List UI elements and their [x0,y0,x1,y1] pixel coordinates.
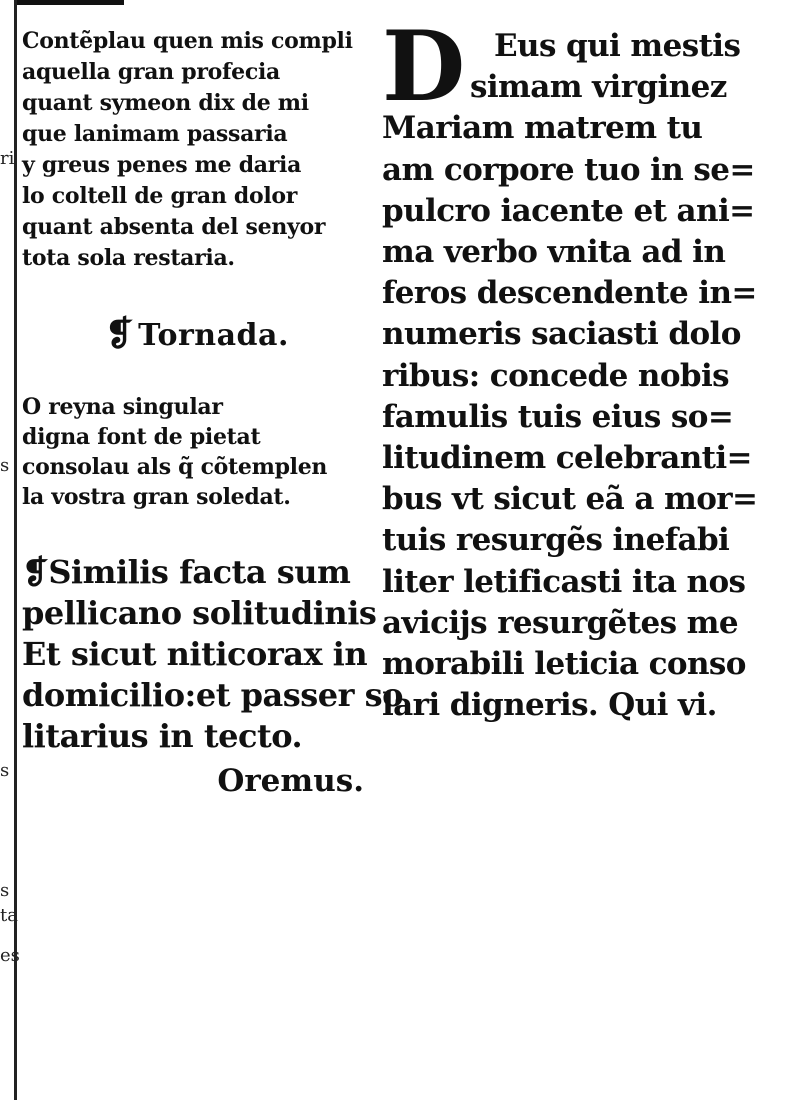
section-heading [22,314,372,354]
oremus-heading: Oremus. [217,763,364,799]
page-edge-top [14,0,124,5]
prayer-line: famulis tuis eius so= [382,398,734,435]
psalm-line: litarius in tecto. [22,717,303,755]
verse-line: quant symeon dix de mi [22,90,309,116]
pilcrow-icon: ❡ [22,553,49,591]
margin-mark: ri [0,148,15,169]
prayer-line: litudinem celebranti= [382,440,752,477]
psalm-line: pellicano solitudinis [22,594,377,632]
prayer-line: ribus: concede nobis [382,357,730,394]
prayer-line: Mariam matrem tu [382,110,703,147]
margin-mark: ta [0,905,18,926]
tornada-line: la vostra gran soledat. [22,484,291,510]
verse-line: y greus penes me daria [22,152,302,178]
psalm-verse [22,552,403,757]
prayer-line: pulcro iacente et ani= [382,192,755,229]
psalm-line: domicilio:et passer so [22,676,403,714]
prayer-line: simam virginez [470,69,727,106]
margin-mark: s [0,880,10,901]
right-column [382,10,758,726]
verse-line: tota sola restaria. [22,245,235,271]
prayer-line: lari digneris. Qui vi. [382,687,717,724]
prayer-line: avicijs resurgẽtes me [382,604,738,641]
heading-text: Tornada. [138,318,289,353]
verse-line: aquella gran profecia [22,59,280,85]
prayer-line: morabili leticia conso [382,646,746,683]
verse-stanza [22,26,372,274]
tornada-stanza [22,392,372,512]
prayer-line: bus vt sicut eã a mor= [382,481,758,518]
verse-line: Contẽplau quen mis compli [22,28,353,54]
pilcrow-icon: ❡ [105,314,135,354]
prayer-line: liter letificasti ita nos [382,563,746,600]
tornada-line: digna font de pietat [22,424,261,450]
margin-mark: s [0,455,10,476]
verse-line: quant absenta del senyor [22,214,326,240]
tornada-line: O reyna singular [22,394,223,420]
prayer-text [382,10,758,726]
verse-line: que lanimam passaria [22,121,288,147]
psalm-line: Et sicut niticorax in [22,635,368,673]
decorated-initial: D [382,10,466,123]
prayer-line: tuis resurgẽs inefabi [382,522,730,559]
psalm-line: ❡Similis facta sum [22,553,351,591]
page-edge-left [14,0,17,1100]
prayer-line: numeris saciasti dolo [382,316,741,353]
prayer-line: am corpore tuo in se= [382,151,755,188]
prayer-line: Eus qui mestis [494,28,741,64]
tornada-line: consolau als q̃ cõtemplen [22,454,328,480]
prayer-line: ma verbo vnita ad in [382,234,726,271]
verse-line: lo coltell de gran dolor [22,183,298,209]
left-column [22,26,403,799]
margin-mark: s [0,760,10,781]
prayer-line: feros descendente in= [382,275,757,312]
margin-mark: es [0,945,20,966]
